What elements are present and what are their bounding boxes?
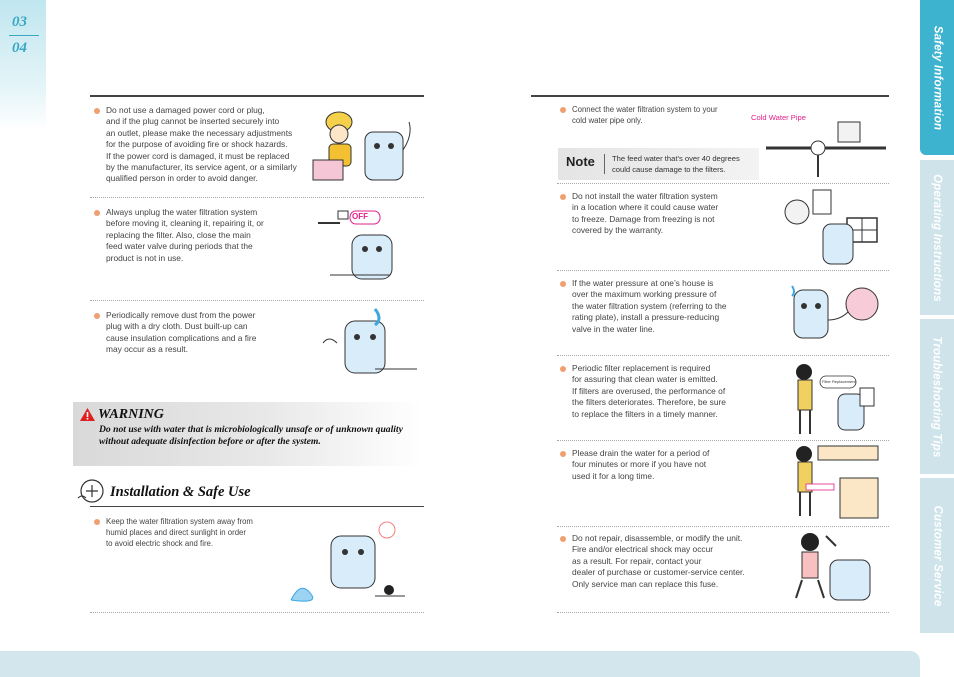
bottom-band bbox=[0, 651, 920, 677]
section-rule bbox=[90, 95, 424, 97]
note-label: Note bbox=[566, 154, 595, 169]
page-number-divider bbox=[9, 35, 39, 36]
safety-item-unplug: Always unplug the water filtration system before moving it, cleaning it, repairing it, or replacing the filter. Also, close the main feed water valve during periods that the product is not in use. bbox=[106, 207, 264, 263]
bullet bbox=[94, 210, 100, 216]
off-label: OFF bbox=[352, 212, 368, 221]
note-box bbox=[558, 148, 759, 180]
installation-icon bbox=[76, 478, 108, 504]
bullet bbox=[94, 108, 100, 114]
safety-item-freezing: Do not install the water filtration system in a location where it could cause water to freeze. Damage from freezing is not covered by the warranty. bbox=[572, 191, 719, 236]
bullet bbox=[94, 313, 100, 319]
safety-item-dust: Periodically remove dust from the power plug with a dry cloth. Dust built-up can cause insulation complications and a fire may occur as a result. bbox=[106, 310, 257, 355]
item-divider bbox=[90, 300, 424, 301]
section-rule bbox=[531, 95, 889, 97]
page-number-strip bbox=[0, 0, 46, 130]
tab-safety-information[interactable]: Safety Information bbox=[920, 0, 954, 155]
item-divider bbox=[557, 526, 889, 527]
item-divider bbox=[557, 612, 889, 613]
cold-water-pipe-label: Cold Water Pipe bbox=[751, 113, 807, 122]
note-text: The feed water that’s over 40 degrees could cause damage to the filters. bbox=[612, 154, 740, 174]
bullet bbox=[560, 281, 566, 287]
illustration-freezing bbox=[783, 188, 881, 268]
installation-title: Installation & Safe Use bbox=[110, 484, 251, 500]
page-number-left: 03 bbox=[12, 14, 27, 30]
item-divider bbox=[557, 440, 889, 441]
illustration-repair bbox=[788, 530, 884, 606]
illustration-damaged-cord bbox=[305, 100, 425, 190]
warning-body: Do not use with water that is microbiologically unsafe or of unknown quality without adequate disinfection before or after the system. bbox=[99, 424, 403, 447]
filter-replacement-bubble: Filter Replacement bbox=[822, 379, 856, 384]
section-tabs bbox=[920, 0, 954, 677]
safety-item-repair: Do not repair, disassemble, or modify the unit. Fire and/or electrical shock may occur as a result. For repair, contact your dealer of purchase or customer-service center. Only service man can replace this fuse. bbox=[572, 533, 745, 589]
item-divider bbox=[557, 270, 889, 271]
safety-item-pressure: If the water pressure at one’s house is over the maximum working pressure of the water filtration system (referring to the rating plate), install a pressure-reducing valve in the water line. bbox=[572, 278, 727, 334]
item-divider bbox=[90, 197, 424, 198]
safety-item-drain: Please drain the water for a period of four minutes or more if you have not used it for a long time. bbox=[572, 448, 710, 481]
illustration-humid bbox=[287, 514, 407, 606]
warning-box bbox=[73, 402, 423, 466]
tab-customer-service[interactable]: Customer Service bbox=[920, 478, 954, 633]
illustration-filter-replacement bbox=[790, 360, 885, 438]
illustration-cold-water-pipe bbox=[760, 120, 890, 182]
bullet bbox=[94, 519, 100, 525]
installation-item-humid: Keep the water filtration system away from humid places and direct sunlight in order to avoid electric shock and fire. bbox=[106, 517, 253, 548]
bullet bbox=[560, 536, 566, 542]
warning-icon bbox=[80, 408, 95, 421]
illustration-dust bbox=[315, 303, 420, 385]
item-divider bbox=[557, 355, 889, 356]
safety-item-cold-water: Connect the water filtration system to your cold water pipe only. bbox=[572, 105, 718, 125]
item-divider bbox=[90, 612, 424, 613]
bullet bbox=[560, 366, 566, 372]
tab-troubleshooting-tips[interactable]: Troubleshooting Tips bbox=[920, 319, 954, 474]
warning-title: WARNING bbox=[98, 407, 164, 422]
item-divider bbox=[557, 183, 889, 184]
bullet bbox=[560, 194, 566, 200]
illustration-pressure bbox=[780, 280, 884, 346]
page-number-right: 04 bbox=[12, 40, 27, 56]
safety-item-power-cord: Do not use a damaged power cord or plug, and if the plug cannot be inserted securely into an outlet, please make the necessary adjustments for the purpose of avoiding fire or shock hazards. If the power cord is damaged, it must be replaced by the manufacturer, its service agent, or a similarly qualified person in order to avoid danger. bbox=[106, 105, 297, 184]
bullet bbox=[560, 451, 566, 457]
safety-item-filter-replacement: Periodic filter replacement is required for assuring that clean water is emitted. If filters are overused, the performance of the filters deteriorates. Therefore, be sure to replace the filters in a timely manner. bbox=[572, 363, 726, 419]
note-separator bbox=[604, 154, 605, 174]
tab-operating-instructions[interactable]: Operating Instructions bbox=[920, 160, 954, 315]
illustration-drain bbox=[788, 442, 884, 522]
section-rule bbox=[90, 506, 424, 507]
bullet bbox=[560, 107, 566, 113]
